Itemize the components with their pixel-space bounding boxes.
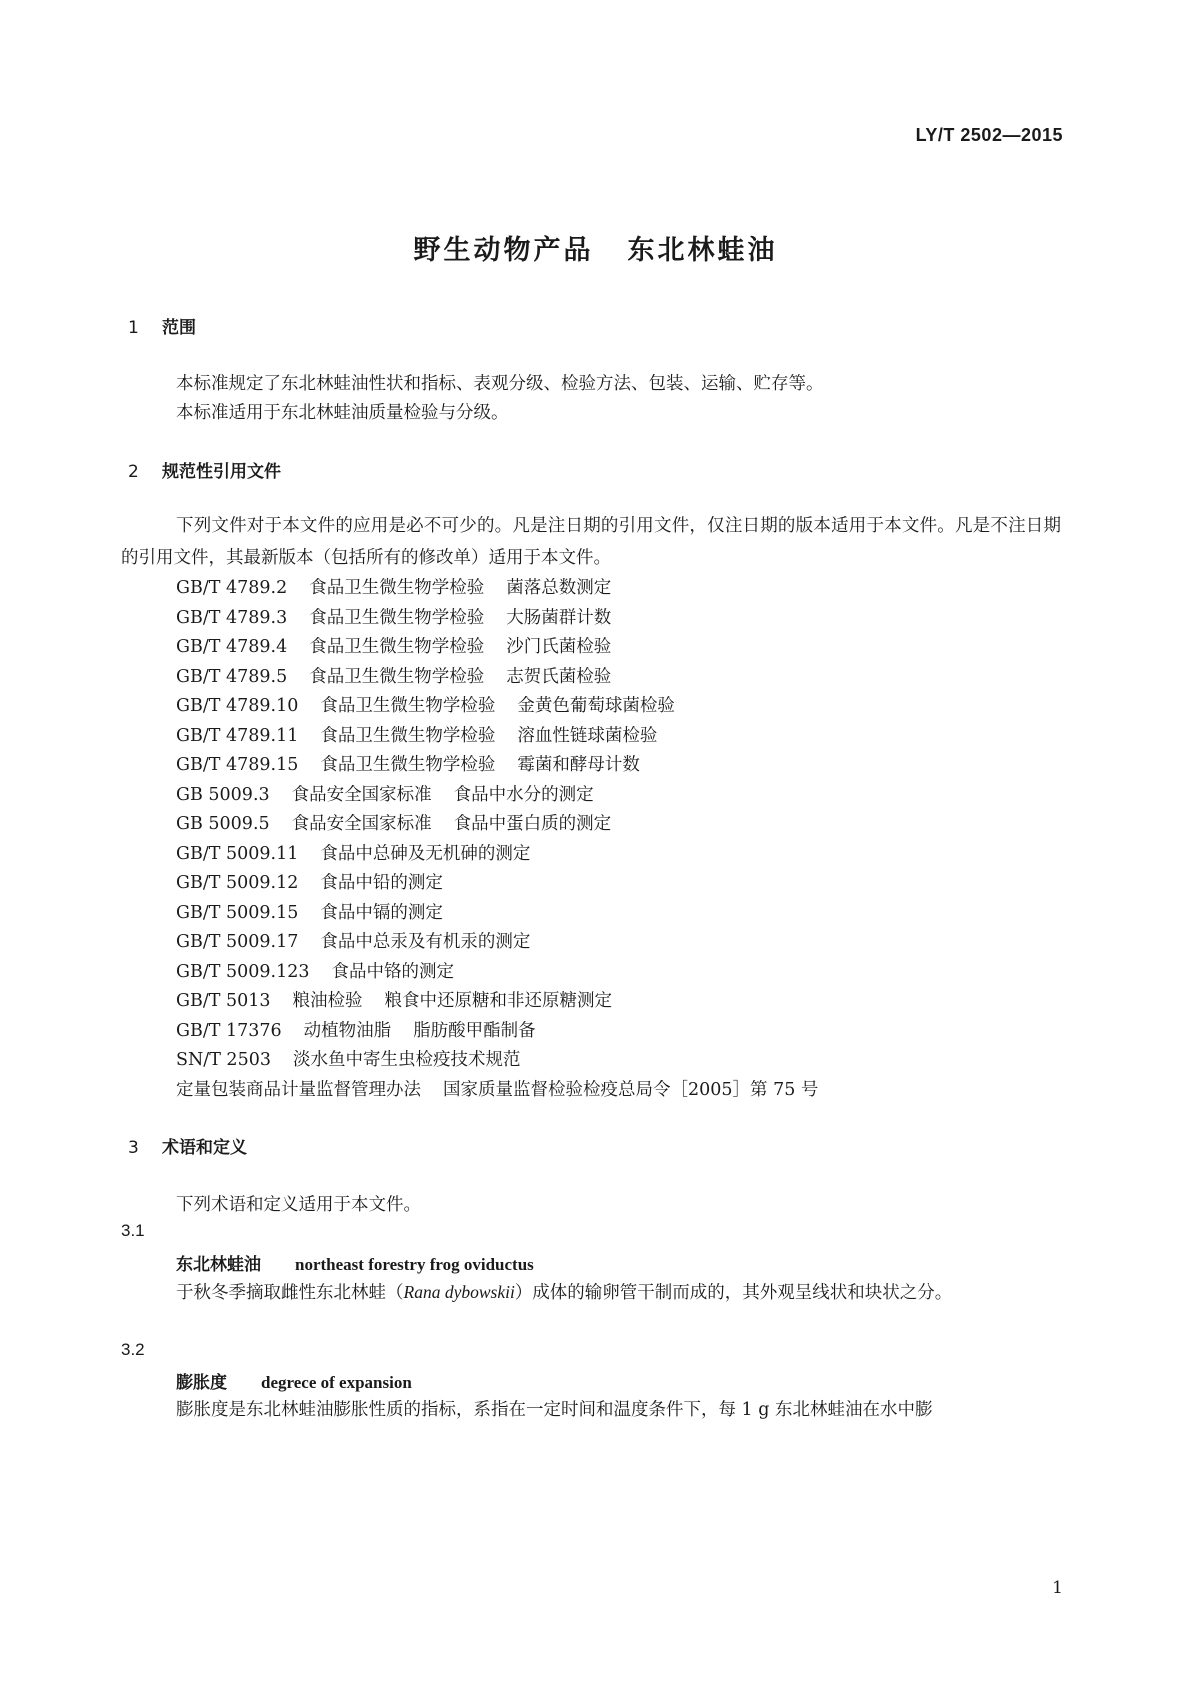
reference-title: 食品中铬的测定 [331,961,454,982]
definition-text: 于秋冬季摘取雌性东北林蛙（ [176,1283,404,1303]
scope-paragraph-2: 本标准适用于东北林蛙油质量检验与分级。 [176,403,509,423]
term-chinese: 膨胀度 [176,1373,227,1393]
title-part-1: 野生动物产品 [413,235,594,266]
section-number: 2 [128,462,139,482]
reference-item [176,781,594,806]
title-part-2: 东北林蛙油 [627,235,778,266]
reference-subtitle: 金黄色葡萄球菌检验 [517,696,675,716]
reference-item [176,869,443,894]
reference-title: 食品中总汞及有机汞的测定 [320,932,531,952]
clause-number: 3.1 [121,1221,145,1240]
terms-intro: 下列术语和定义适用于本文件。 [176,1195,421,1215]
reference-title: 国家质量监督检验检疫总局令［2005］第 75 号 [443,1079,819,1100]
reference-item [176,1017,536,1042]
reference-title: 食品安全国家标准 [291,814,432,834]
section-3-heading [128,1133,247,1158]
reference-code: GB/T 5009.11 [176,843,299,864]
latin-name: Rana dybowskii [403,1282,515,1302]
reference-item [176,987,612,1012]
reference-code: GB/T 4789.3 [176,607,288,628]
references-intro: 下列文件对于本文件的应用是必不可少的。凡是注日期的引用文件，仅注日期的版本适用于本文件。凡是不注日期的引用文件，其最新版本（包括所有的修改单）适用于本文件。 [121,516,1061,568]
section-2-heading [128,457,281,482]
reference-subtitle: 脂肪酸甲酯制备 [413,1020,536,1041]
reference-title: 食品中铅的测定 [320,873,443,893]
page-title [0,228,1191,267]
reference-code: GB/T 5013 [176,991,271,1011]
reference-item [176,810,611,835]
reference-item [176,751,640,776]
reference-title: 食品卫生微生物学检验 [320,755,496,775]
reference-item [176,928,530,953]
reference-title: 食品卫生微生物学检验 [309,637,485,657]
reference-item [176,604,611,629]
reference-title: 食品中镉的测定 [320,902,443,923]
section-title: 范围 [162,318,196,338]
definition-text: ）成体的输卵管干制而成的，其外观呈线状和块状之分。 [514,1283,953,1303]
reference-title: 食品安全国家标准 [291,784,432,805]
reference-subtitle: 大肠菌群计数 [506,607,612,628]
term-entry [176,1250,534,1275]
section-number: 1 [128,318,139,338]
reference-title: 食品卫生微生物学检验 [309,666,485,687]
reference-title: 食品卫生微生物学检验 [320,696,496,716]
reference-code: GB/T 4789.10 [176,696,299,716]
reference-code: GB/T 4789.11 [176,725,299,746]
term-english: northeast forestry frog oviductus [295,1255,534,1274]
section-title: 术语和定义 [162,1138,247,1158]
reference-title: 动植物油脂 [303,1020,392,1041]
reference-item [176,663,611,688]
clause-number: 3.2 [121,1340,145,1359]
reference-subtitle: 粮食中还原糖和非还原糖测定 [384,991,613,1011]
reference-code: GB/T 5009.123 [176,961,310,982]
term-definition: 膨胀度是东北林蛙油膨胀性质的指标，系指在一定时间和温度条件下，每 1 g 东北林蛙油在水中膨 [176,1400,933,1420]
reference-code: 定量包装商品计量监督管理办法 [176,1079,421,1100]
reference-title: 食品卫生微生物学检验 [309,607,485,628]
reference-code: GB/T 4789.4 [176,637,288,657]
reference-subtitle: 沙门氏菌检验 [506,637,612,657]
reference-subtitle: 志贺氏菌检验 [506,666,612,687]
reference-code: GB/T 5009.17 [176,932,299,952]
term-english: degrece of expansion [261,1373,412,1392]
term-entry [176,1368,412,1393]
reference-code: GB/T 5009.15 [176,902,299,923]
reference-title: 食品卫生微生物学检验 [309,578,485,598]
reference-item [176,692,675,717]
reference-title: 食品卫生微生物学检验 [320,725,496,746]
reference-code: GB 5009.3 [176,784,270,805]
reference-item [176,633,611,658]
document-code: LY/T 2502—2015 [915,125,1063,145]
page-number: 1 [1052,1578,1063,1598]
reference-item [176,1076,818,1101]
section-1-heading [128,313,196,338]
reference-title: 食品中总砷及无机砷的测定 [320,843,531,864]
scope-paragraph-1: 本标准规定了东北林蛙油性状和指标、表观分级、检验方法、包装、运输、贮存等。 [176,374,824,394]
section-title: 规范性引用文件 [162,462,281,482]
reference-subtitle: 霉菌和酵母计数 [517,755,640,775]
reference-item [176,899,443,924]
reference-code: SN/T 2503 [176,1050,271,1070]
reference-code: GB 5009.5 [176,814,270,834]
reference-code: GB/T 4789.2 [176,578,288,598]
term-chinese: 东北林蛙油 [176,1255,261,1275]
reference-title: 淡水鱼中寄生虫检疫技术规范 [292,1050,521,1070]
reference-code: GB/T 4789.5 [176,666,288,687]
reference-subtitle: 食品中蛋白质的测定 [453,814,612,834]
reference-item [176,840,530,865]
reference-subtitle: 食品中水分的测定 [453,784,594,805]
reference-item [176,958,454,983]
reference-code: GB/T 5009.12 [176,873,299,893]
reference-item [176,574,611,599]
reference-subtitle: 菌落总数测定 [506,578,612,598]
reference-item [176,1046,520,1071]
reference-title: 粮油检验 [292,991,363,1011]
reference-item [176,722,657,747]
term-definition [121,1276,1061,1309]
section-number: 3 [128,1138,139,1158]
reference-code: GB/T 17376 [176,1020,282,1041]
reference-subtitle: 溶血性链球菌检验 [517,725,658,746]
reference-code: GB/T 4789.15 [176,755,299,775]
